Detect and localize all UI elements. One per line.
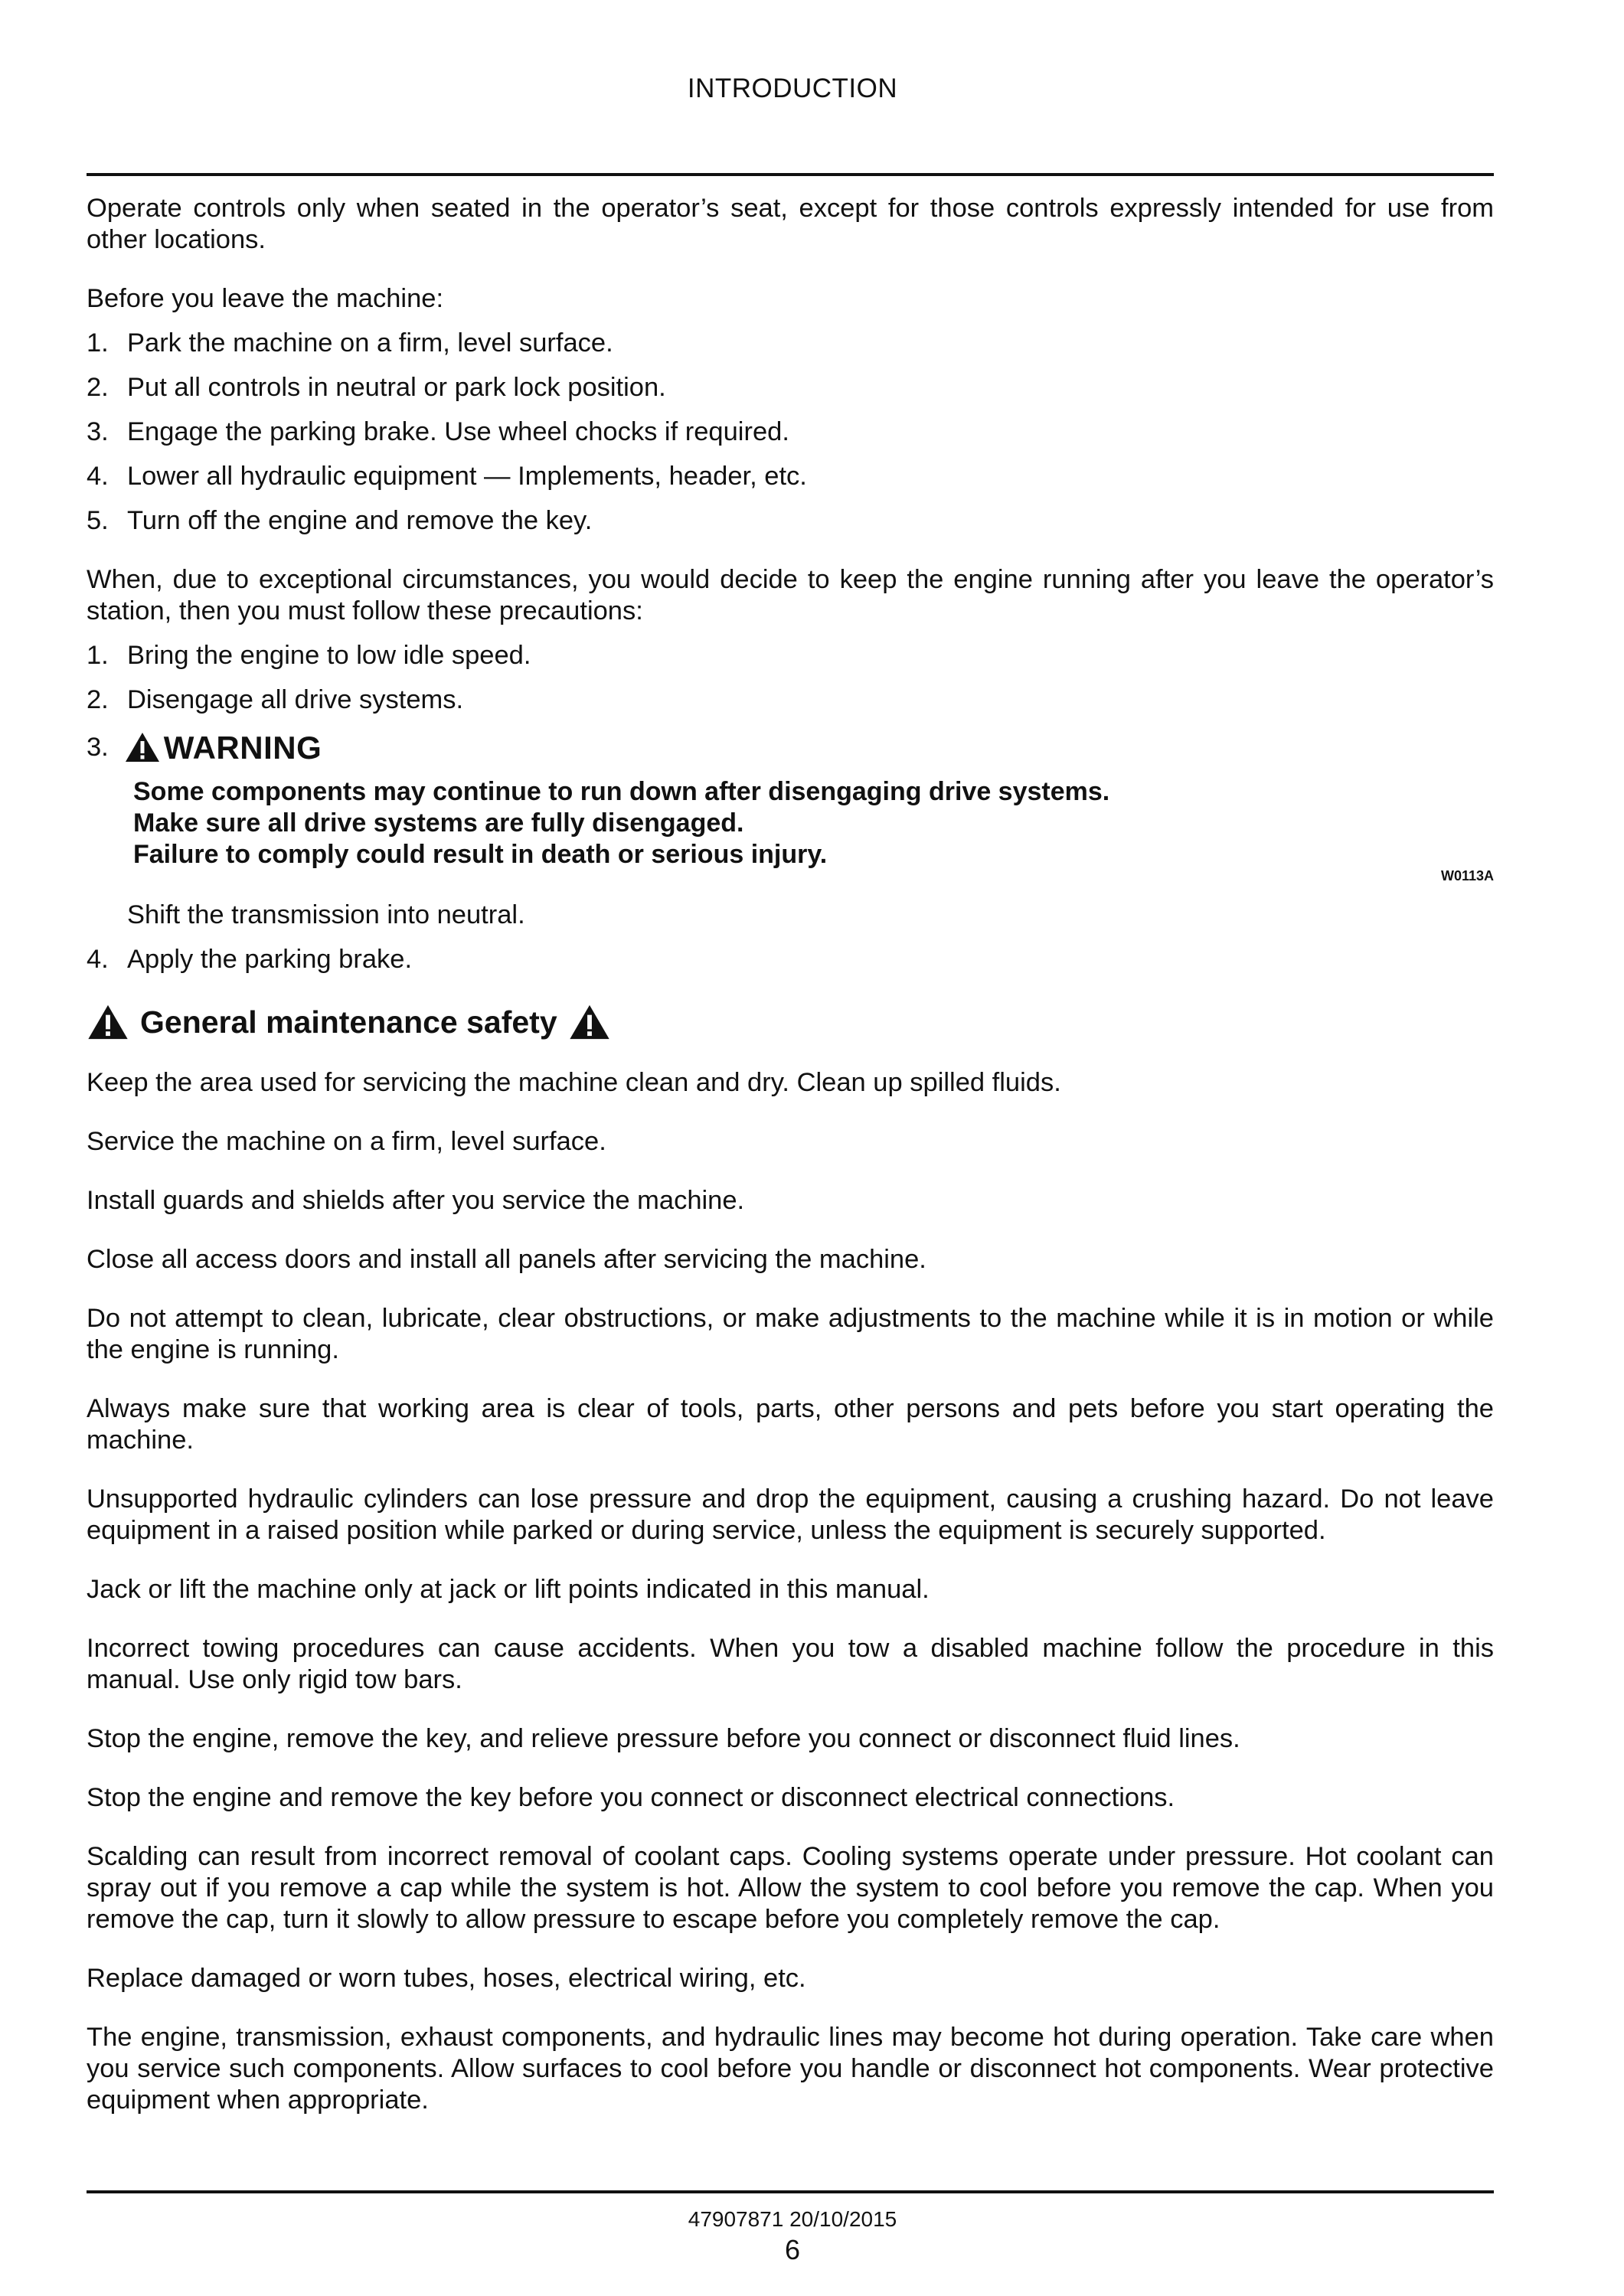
maintenance-paragraph: Unsupported hydraulic cylinders can lose pressure and drop the equipment, causing a crushing hazard. Do not leave equipment in a raised position while parked or during service, unless the equipment is securely supported. bbox=[87, 1484, 1494, 1545]
list-item bbox=[87, 640, 1494, 671]
list-item bbox=[87, 372, 1494, 403]
list-item-number: 3. bbox=[87, 417, 109, 446]
final-steps-list bbox=[87, 944, 1494, 975]
list-item-text: Turn off the engine and remove the key. bbox=[127, 506, 593, 535]
list-item bbox=[87, 416, 1494, 448]
controls-paragraph: Operate controls only when seated in the operator’s seat, except for those controls expressly intended for use from other locations. bbox=[87, 194, 1494, 254]
warning-label: WARNING bbox=[163, 729, 322, 766]
list-item-number: 4. bbox=[87, 462, 109, 491]
maintenance-paragraph: Keep the area used for servicing the machine clean and dry. Clean up spilled fluids. bbox=[87, 1068, 1061, 1097]
list-item bbox=[87, 461, 1494, 492]
page-content bbox=[87, 193, 1494, 2144]
maintenance-paragraph: Replace damaged or worn tubes, hoses, electrical wiring, etc. bbox=[87, 1964, 806, 1993]
warning-triangle-icon bbox=[124, 731, 161, 763]
maintenance-paragraph: Incorrect towing procedures can cause accidents. When you tow a disabled machine follow the procedure in this manual. Use only rigid tow bars. bbox=[87, 1634, 1494, 1694]
maintenance-paragraph: Do not attempt to clean, lubricate, clear obstructions, or make adjustments to the machine while it is in motion or while the engine is running. bbox=[87, 1304, 1494, 1364]
list-item-text: Disengage all drive systems. bbox=[127, 685, 464, 714]
maintenance-paragraph: Jack or lift the machine only at jack or lift points indicated in this manual. bbox=[87, 1575, 930, 1604]
section-title: General maintenance safety bbox=[140, 1004, 557, 1040]
warning-line: Failure to comply could result in death or serious injury. bbox=[133, 840, 828, 869]
maintenance-paragraph: Service the machine on a firm, level surface. bbox=[87, 1127, 606, 1156]
footer-doc-code: 47907871 20/10/2015 bbox=[688, 2207, 897, 2231]
header-rule bbox=[87, 173, 1494, 176]
list-item bbox=[87, 944, 1494, 975]
warning-triangle-icon bbox=[87, 1003, 129, 1041]
warning-message bbox=[133, 776, 1494, 883]
maintenance-paragraph: Install guards and shields after you service the machine. bbox=[87, 1186, 745, 1215]
leave-steps-list bbox=[87, 328, 1494, 537]
list-item-text: Put all controls in neutral or park lock position. bbox=[127, 373, 666, 402]
running-steps-list bbox=[87, 640, 1494, 716]
warning-step bbox=[87, 729, 1494, 883]
list-item-number: 1. bbox=[87, 641, 109, 670]
list-item bbox=[87, 505, 1494, 537]
list-item-number: 2. bbox=[87, 685, 109, 714]
maintenance-paragraph: Always make sure that working area is clear of tools, parts, other persons and pets before you start operating the machine. bbox=[87, 1394, 1494, 1455]
warning-line: Some components may continue to run down after disengaging drive systems. bbox=[133, 777, 1110, 806]
maintenance-paragraph: Scalding can result from incorrect removal of coolant caps. Cooling systems operate under pressure. Hot coolant can spray out if you remove a cap while the system is hot. Allow the system to cool before you remove the cap. When you remove the cap, turn it slowly to allow pressure to escape before you completely remove the cap. bbox=[87, 1842, 1494, 1934]
list-item-text: Apply the parking brake. bbox=[127, 945, 413, 974]
exceptional-paragraph: When, due to exceptional circumstances, you would decide to keep the engine running after you leave the operator’s station, then you must follow these precautions: bbox=[87, 565, 1494, 625]
warning-line: Make sure all drive systems are fully disengaged. bbox=[133, 808, 744, 838]
maintenance-paragraph: Close all access doors and install all panels after servicing the machine. bbox=[87, 1245, 926, 1274]
maintenance-paragraph: The engine, transmission, exhaust components, and hydraulic lines may become hot during operation. Take care when you service such components. Allow surfaces to cool before you handle or disconnect hot components. Wear protective equipment when appropriate. bbox=[87, 2023, 1494, 2115]
shift-transmission-text: Shift the transmission into neutral. bbox=[127, 900, 525, 929]
maintenance-paragraph: Stop the engine, remove the key, and relieve pressure before you connect or disconnect fluid lines. bbox=[87, 1724, 1240, 1753]
list-item-number: 4. bbox=[87, 945, 109, 974]
list-item-text: Bring the engine to low idle speed. bbox=[127, 641, 531, 670]
section-heading bbox=[87, 1003, 1494, 1041]
list-item-number: 1. bbox=[87, 328, 109, 358]
list-item-text: Lower all hydraulic equipment — Implements, header, etc. bbox=[127, 462, 807, 491]
list-item-number: 2. bbox=[87, 373, 109, 402]
list-item bbox=[87, 684, 1494, 716]
warning-triangle-icon bbox=[568, 1003, 611, 1041]
list-item bbox=[87, 328, 1494, 359]
warning-code: W0113A bbox=[1440, 868, 1494, 883]
list-item-number: 5. bbox=[87, 506, 109, 535]
page-number: 6 bbox=[784, 2234, 801, 2265]
footer-rule bbox=[87, 2190, 1494, 2193]
list-item-text: Park the machine on a firm, level surface. bbox=[127, 328, 613, 358]
maintenance-paragraph: Stop the engine and remove the key before you connect or disconnect electrical connections. bbox=[87, 1783, 1175, 1812]
warning-step-number: 3. bbox=[87, 732, 109, 762]
list-item-text: Engage the parking brake. Use wheel chocks if required. bbox=[127, 417, 789, 446]
page-header-title: INTRODUCTION bbox=[687, 73, 898, 103]
before-leave-paragraph: Before you leave the machine: bbox=[87, 284, 444, 313]
